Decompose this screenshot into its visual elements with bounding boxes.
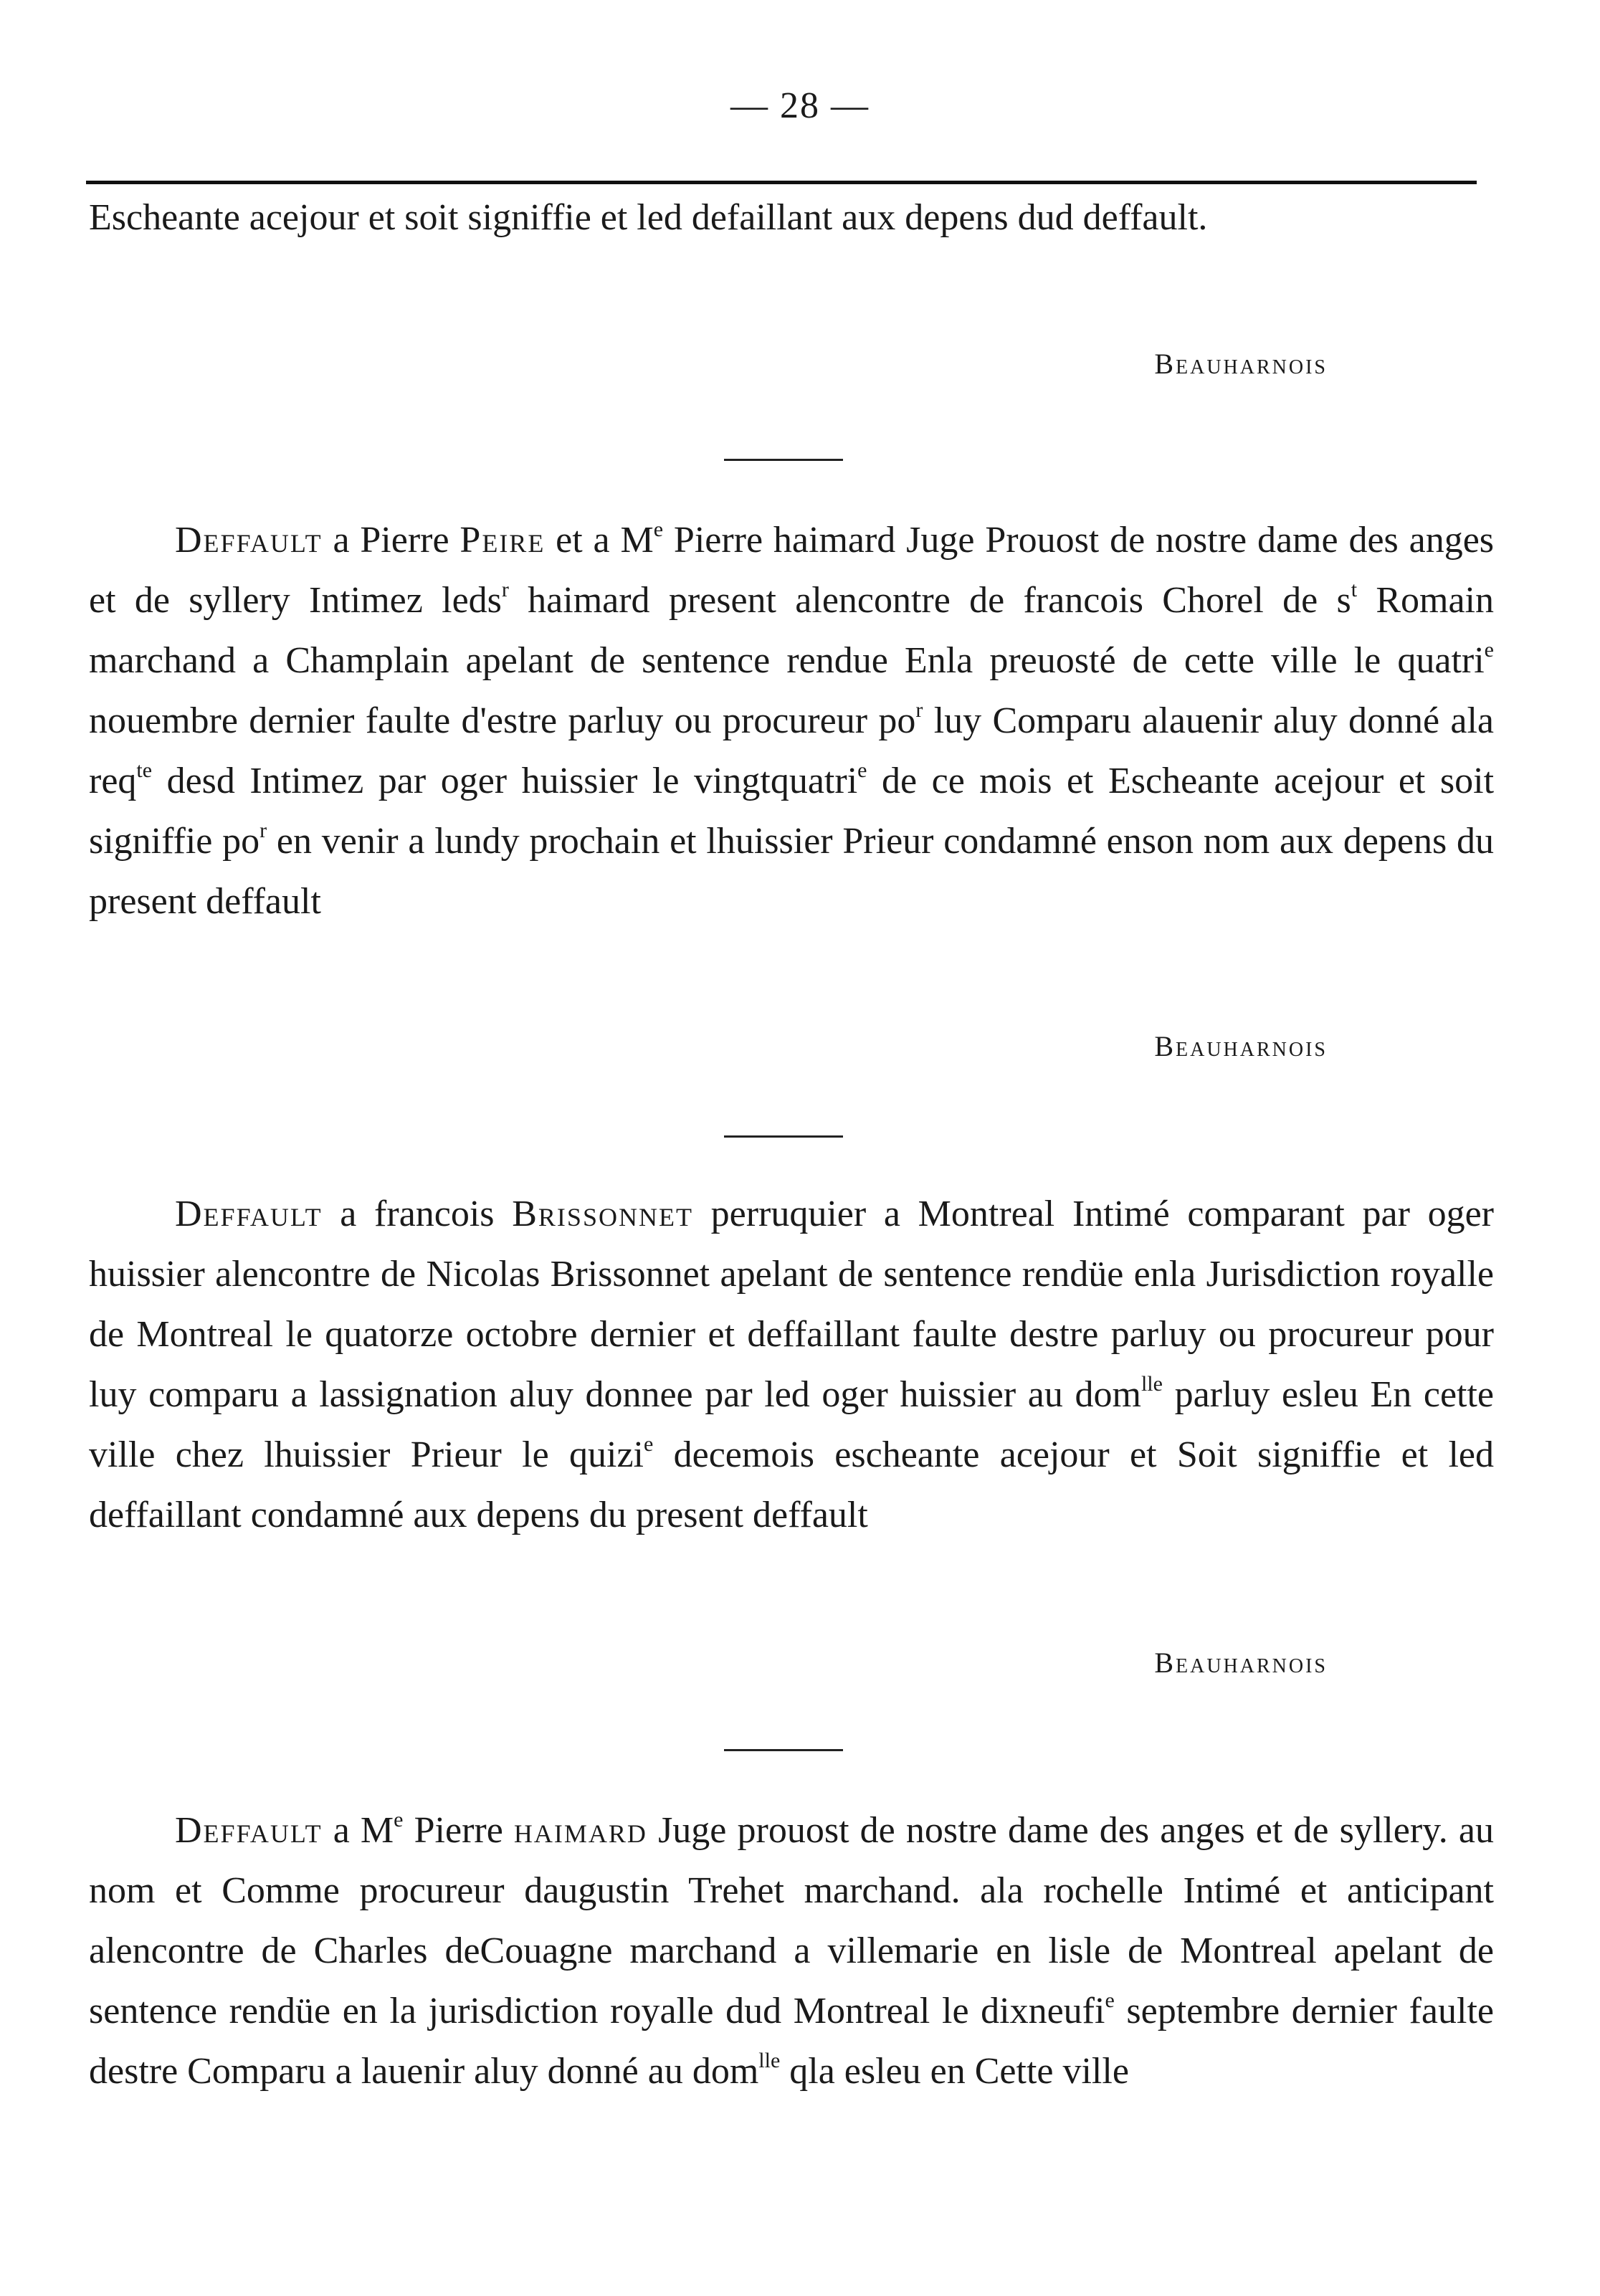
superscript: r	[915, 698, 923, 722]
paragraph-continuation	[89, 188, 1494, 248]
paragraph-deffault-brissonnet	[89, 1184, 1494, 1545]
paragraph-text: Escheante acejour et soit signiffie et led defaillant aux depens dud deffault.	[89, 197, 1208, 238]
superscript: e	[644, 1432, 654, 1456]
text-run: septembre dernier faulte destre Comparu a lauenir aluy donné au dom	[89, 1991, 1494, 2092]
superscript: lle	[1141, 1372, 1163, 1396]
text-run: Pierre	[403, 1810, 514, 1851]
text-run: desd Intimez par oger huissier le vingtquatri	[152, 761, 858, 801]
section-divider-1	[724, 459, 843, 461]
section-divider-2	[724, 1135, 843, 1138]
text-run: Romain marchand a Champlain apelant de sentence rendue Enla preuosté de cette ville le quatri	[89, 580, 1494, 681]
section-divider-3	[724, 1749, 843, 1751]
text-run: a M	[322, 1810, 394, 1851]
superscript: e	[1105, 1988, 1115, 2012]
text-run: de ce mois et Escheante acejour et soit signiffie po	[89, 761, 1495, 862]
superscript: lle	[758, 2049, 781, 2072]
superscript: e	[394, 1808, 404, 1831]
text-run: Pierre haimard Juge Prouost de nostre dame des anges et de syllery Intimez leds	[89, 520, 1495, 621]
header-rule	[86, 181, 1477, 184]
paragraph-lead: Deffault	[175, 1810, 323, 1851]
text-run: a francois	[322, 1194, 513, 1234]
text-run: en venir a lundy prochain et lhuissier Prieur condamné enson nom aux depens du present deffault	[89, 821, 1494, 922]
text-run: et a M	[545, 520, 654, 561]
signature-beauharnois-1: Beauharnois	[1154, 348, 1328, 380]
text-run: haimard present alencontre de francois Chorel de s	[508, 580, 1351, 621]
text-run: parluy esleu En cette ville chez lhuissier Prieur le quizi	[89, 1374, 1495, 1475]
superscript: te	[136, 758, 153, 782]
superscript: e	[1484, 638, 1494, 662]
paragraph-lead: Deffault	[175, 520, 323, 561]
superscript: r	[259, 819, 267, 842]
signature-beauharnois-3: Beauharnois	[1154, 1647, 1328, 1679]
superscript: r	[501, 578, 509, 601]
superscript: t	[1351, 578, 1358, 601]
page-number: — 28 —	[730, 85, 870, 126]
person-name: Peire	[459, 520, 546, 561]
text-run: decemois escheante acejour et Soit signiffie et led deffaillant condamné aux depens du present deffault	[89, 1434, 1494, 1535]
text-run: perruquier a Montreal Intimé comparant par oger huissier alencontre de Nicolas Brissonnet apelant de sentence rendüe enla Jurisdiction royalle de Montreal le quatorze octobre dernier et deffaillant faulte destre parluy ou procureur pour luy comparu a lassignation aluy donnee par led oger huissier au dom	[89, 1194, 1494, 1415]
person-name: Brissonnet	[512, 1194, 693, 1234]
text-run: luy Comparu alauenir aluy donné ala req	[89, 700, 1494, 801]
text-run: a Pierre	[322, 520, 460, 561]
paragraph-deffault-peire	[89, 510, 1494, 932]
text-run: Juge prouost de nostre dame des anges et de syllery. au nom et Comme procureur daugustin Trehet marchand. ala rochelle Intimé et anticipant alencontre de Charles deCouagne marchand a villemarie en lisle de Montreal apelant de sentence rendüe en la jurisdiction royalle dud Montreal le dixneufi	[89, 1810, 1494, 2031]
text-run: qla esleu en Cette ville	[780, 2051, 1129, 2092]
signature-beauharnois-2: Beauharnois	[1154, 1030, 1328, 1062]
person-name: haimard	[513, 1810, 647, 1851]
paragraph-deffault-haimard	[89, 1801, 1494, 2102]
text-run: nouembre dernier faulte d'estre parluy ou procureur po	[89, 700, 916, 741]
superscript: e	[857, 758, 867, 782]
superscript: e	[653, 518, 664, 541]
paragraph-lead: Deffault	[175, 1194, 323, 1234]
